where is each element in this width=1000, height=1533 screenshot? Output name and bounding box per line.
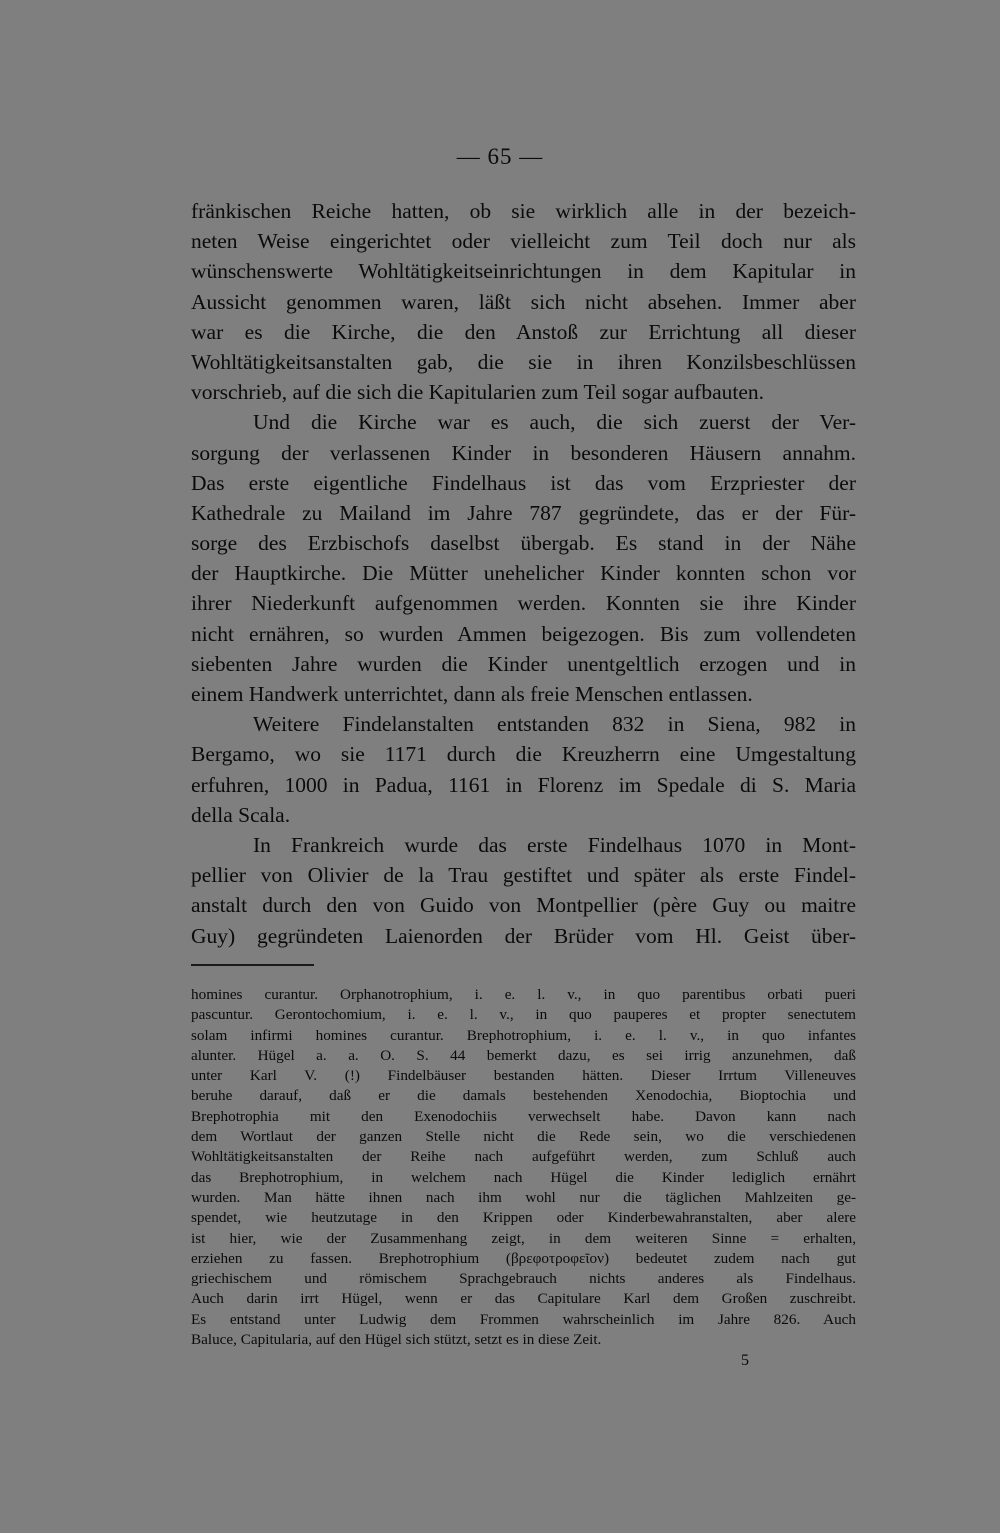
- footnote-line: dem Wortlaut der ganzen Stelle nicht die Rede sein, wo die verschiedenen: [191, 1128, 856, 1146]
- footnote-line: pascuntur. Gerontochomium, i. e. l. v., in quo pauperes et propter senectutem: [191, 1006, 856, 1024]
- footnote-line: ist hier, wie der Zusammenhang zeigt, in dem weiteren Sinne = erhalten,: [191, 1229, 856, 1247]
- footnote-line: erziehen zu fassen. Brephotrophium (βρεφοτροφεῖον) bedeutet zudem nach gut: [191, 1249, 856, 1267]
- text-line: nicht ernähren, so wurden Ammen beigezogen. Bis zum vollendeten: [191, 621, 856, 646]
- footnote-line: griechischem und römischem Sprachgebrauch nichts anderes als Findelhaus.: [191, 1270, 856, 1288]
- footnote-line: Brephotrophia mit den Exenodochiis verwechselt habe. Davon kann nach: [191, 1107, 856, 1125]
- text-line: der Hauptkirche. Die Mütter unehelicher Kinder konnten schon vor: [191, 561, 856, 586]
- page-number: — 65 —: [456, 144, 544, 169]
- text-line: sorgung der verlassenen Kinder in besonderen Häusern annahm.: [191, 440, 856, 465]
- text-line: pellier von Olivier de la Trau gestiftet und später als erste Findel-: [191, 863, 856, 888]
- text-line: Aussicht genommen waren, läßt sich nicht absehen. Immer aber: [191, 289, 856, 314]
- text-line: war es die Kirche, die den Anstoß zur Errichtung all dieser: [191, 319, 856, 344]
- footnote-line: spendet, wie heutzutage in den Krippen oder Kinderbewahranstalten, aber alere: [191, 1209, 856, 1227]
- footnotes: [191, 985, 856, 1350]
- footnote-line: beruhe darauf, daß er die damals bestehenden Xenodochia, Bioptochia und: [191, 1087, 856, 1105]
- text-line: einem Handwerk unterrichtet, dann als freie Menschen entlassen.: [191, 682, 753, 706]
- footnote-line: solam infirmi homines curantur. Brephotrophium, i. e. l. v., in quo infantes: [191, 1026, 856, 1044]
- footnote-line: wurden. Man hätte ihnen nach ihm wohl nur die täglichen Mahlzeiten ge-: [191, 1188, 856, 1206]
- footnote-line: das Brephotrophium, in welchem nach Hügel die Kinder lediglich ernährt: [191, 1168, 856, 1186]
- text-line: Bergamo, wo sie 1171 durch die Kreuzherrn eine Umgestaltung: [191, 742, 856, 767]
- text-line: sorge des Erzbischofs daselbst übergab. Es stand in der Nähe: [191, 531, 856, 556]
- text-line: Wohltätigkeitsanstalten gab, die sie in ihren Konzilsbeschlüssen: [191, 349, 856, 374]
- text-line: fränkischen Reiche hatten, ob sie wirklich alle in der bezeich-: [191, 199, 856, 223]
- footnote-line: Es entstand unter Ludwig dem Frommen wahrscheinlich im Jahre 826. Auch: [191, 1310, 856, 1328]
- text-line: Weitere Findelanstalten entstanden 832 in Siena, 982 in: [253, 712, 856, 737]
- text-line: wünschenswerte Wohltätigkeitseinrichtungen in dem Kapitular in: [191, 259, 856, 284]
- text-line: Kathedrale zu Mailand im Jahre 787 gegründete, das er der Für-: [191, 500, 856, 525]
- sheet-signature: 5: [741, 1352, 749, 1369]
- text-line: Guy) gegründeten Laienorden der Brüder vom Hl. Geist über-: [191, 923, 856, 948]
- footnote-line: Baluce, Capitularia, auf den Hügel sich stützt, setzt es in diese Zeit.: [191, 1331, 602, 1349]
- text-line: neten Weise eingerichtet oder vielleicht zum Teil doch nur als: [191, 229, 856, 254]
- text-line: erfuhren, 1000 in Padua, 1161 in Florenz im Spedale di S. Maria: [191, 772, 856, 797]
- text-line: siebenten Jahre wurden die Kinder unentgeltlich erzogen und in: [191, 651, 856, 676]
- text-line: In Frankreich wurde das erste Findelhaus 1070 in Mont-: [253, 832, 856, 857]
- footnote-line: Auch darin irrt Hügel, wenn er das Capitulare Karl dem Großen zuschreibt.: [191, 1290, 856, 1308]
- text-line: anstalt durch den von Guido von Montpellier (père Guy ou maitre: [191, 893, 856, 918]
- text-line: Das erste eigentliche Findelhaus ist das vom Erzpriester der: [191, 470, 856, 495]
- footnote-line: Wohltätigkeitsanstalten der Reihe nach aufgeführt werden, zum Schluß auch: [191, 1148, 856, 1166]
- text-line: della Scala.: [191, 802, 291, 827]
- text-line: ihrer Niederkunft aufgenommen werden. Konnten sie ihre Kinder: [191, 591, 856, 616]
- footnote-line: homines curantur. Orphanotrophium, i. e. l. v., in quo parentibus orbati pueri: [191, 986, 856, 1003]
- footnote-separator: [191, 964, 314, 966]
- text-line: Und die Kirche war es auch, die sich zuerst der Ver-: [253, 410, 856, 435]
- text-line: vorschrieb, auf die sich die Kapitularien zum Teil sogar aufbauten.: [191, 380, 765, 405]
- footnote-line: unter Karl V. (!) Findelbäuser bestanden hätten. Dieser Irrtum Villeneuves: [191, 1067, 856, 1085]
- footnote-line: alunter. Hügel a. a. O. S. 44 bemerkt dazu, es sei irrig anzunehmen, daß: [191, 1046, 856, 1064]
- body-text: [191, 196, 856, 951]
